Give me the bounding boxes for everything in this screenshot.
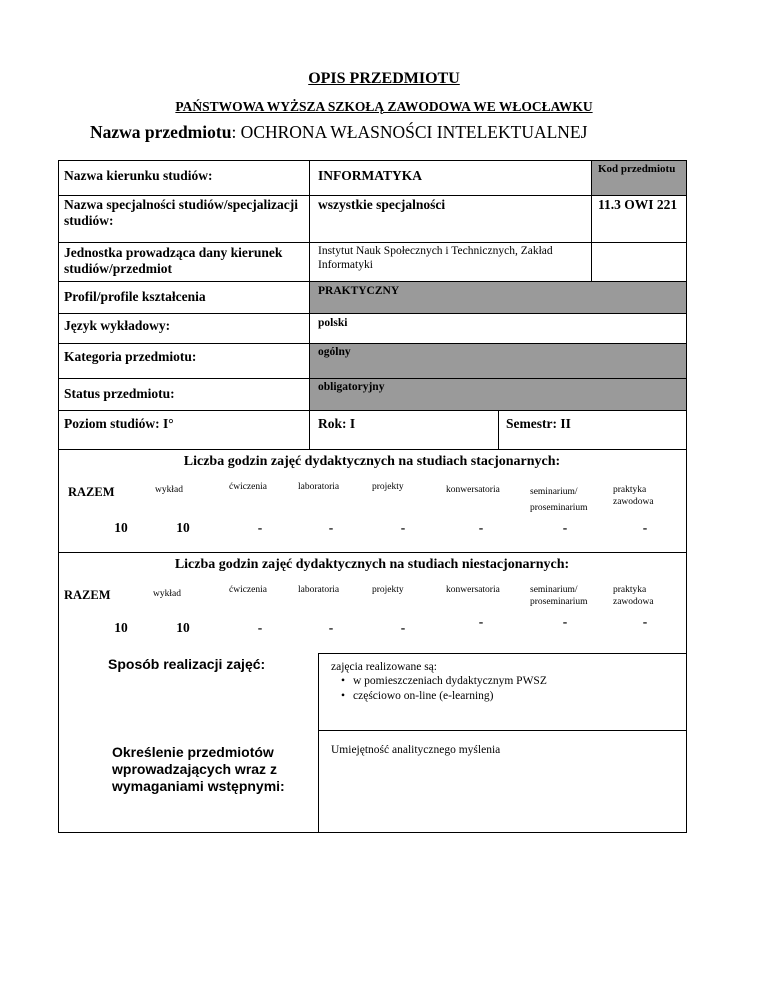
stac-col-razem: RAZEM bbox=[68, 485, 115, 499]
jednostka-value: Instytut Nauk Społecznych i Technicznych, Zakład Informatyki bbox=[318, 245, 553, 271]
niestac-col-konwersatoria: konwersatoria bbox=[446, 585, 500, 595]
stac-val-razem: 10 bbox=[114, 520, 128, 535]
stac-col-laboratoria: laboratoria bbox=[298, 482, 340, 492]
niestac-val-projekty: - bbox=[400, 620, 406, 635]
kod-value: 11.3 OWI 221 bbox=[598, 197, 678, 212]
stac-col-praktyka: praktyka zawodowa bbox=[613, 485, 654, 507]
rok-label: Rok: I bbox=[318, 416, 356, 431]
jednostka-label: Jednostka prowadząca dany kierunek studiów/przedmiot bbox=[64, 245, 283, 276]
specjalnosc-value: wszystkie specjalności bbox=[318, 197, 446, 212]
wymagania-value: Umiejętność analitycznego myślenia bbox=[331, 744, 501, 756]
stac-val-konwersatoria: - bbox=[478, 520, 484, 535]
kierunek-label: Nazwa kierunku studiów: bbox=[64, 168, 213, 183]
stac-col-projekty: projekty bbox=[372, 482, 404, 492]
stac-col-cwiczenia: ćwiczenia bbox=[229, 482, 267, 492]
realizacja-list bbox=[331, 674, 547, 704]
jezyk-label: Język wykładowy: bbox=[64, 318, 171, 333]
stac-val-wyklad: 10 bbox=[176, 520, 190, 535]
subject-value: : OCHRONA WŁASNOŚCI INTELEKTUALNEJ bbox=[231, 122, 588, 142]
niestac-val-seminarium: - bbox=[562, 614, 568, 629]
realizacja-item: • w pomieszczeniach dydaktycznym PWSZ bbox=[331, 674, 547, 689]
realizacja-label: Sposób realizacji zajęć: bbox=[108, 656, 266, 672]
specjalnosc-label: Nazwa specjalności studiów/specjalizacji studiów: bbox=[64, 197, 298, 228]
niestac-val-wyklad: 10 bbox=[176, 620, 190, 635]
status-value: obligatoryjny bbox=[318, 381, 385, 393]
niestac-val-razem: 10 bbox=[114, 620, 128, 635]
niestac-col-razem: RAZEM bbox=[64, 588, 111, 602]
niestac-col-laboratoria: laboratoria bbox=[298, 585, 340, 595]
semestr-label: Semestr: II bbox=[506, 416, 571, 431]
stac-val-seminarium: - bbox=[562, 520, 568, 535]
profil-value: PRAKTYCZNY bbox=[318, 285, 400, 297]
realizacja-intro: zajęcia realizowane są: bbox=[331, 661, 437, 673]
stac-header: Liczba godzin zajęć dydaktycznych na studiach stacjonarnych: bbox=[183, 454, 561, 469]
kod-label: Kod przedmiotu bbox=[598, 163, 676, 175]
subject-label: Nazwa przedmiotu bbox=[90, 122, 232, 142]
stac-val-projekty: - bbox=[400, 520, 406, 535]
poziom-label: Poziom studiów: I° bbox=[64, 416, 174, 431]
niestac-val-konwersatoria: - bbox=[478, 614, 484, 629]
status-label: Status przedmiotu: bbox=[64, 386, 175, 401]
kategoria-label: Kategoria przedmiotu: bbox=[64, 349, 197, 364]
stac-col-seminarium: seminarium/ proseminarium bbox=[530, 487, 588, 513]
niestac-col-projekty: projekty bbox=[372, 585, 404, 595]
subject-line bbox=[90, 122, 587, 143]
stac-val-praktyka: - bbox=[642, 520, 648, 535]
niestac-col-seminarium: seminarium/ proseminarium bbox=[530, 585, 588, 607]
jezyk-value: polski bbox=[318, 317, 348, 329]
niestac-col-wyklad: wykład bbox=[153, 589, 181, 599]
document-title: OPIS PRZEDMIOTU bbox=[308, 70, 460, 87]
niestac-col-praktyka: praktyka zawodowa bbox=[613, 585, 654, 607]
niestac-header: Liczba godzin zajęć dydaktycznych na studiach niestacjonarnych: bbox=[174, 557, 570, 572]
profil-label: Profil/profile kształcenia bbox=[64, 289, 206, 304]
wymagania-label: Określenie przedmiotów wprowadzających wraz z wymaganiami wstępnymi: bbox=[112, 744, 285, 794]
niestac-val-praktyka: - bbox=[642, 614, 648, 629]
stac-col-konwersatoria: konwersatoria bbox=[446, 485, 500, 495]
realizacja-item: • częściowo on-line (e-learning) bbox=[331, 689, 547, 704]
niestac-val-cwiczenia: - bbox=[257, 620, 263, 635]
stac-val-laboratoria: - bbox=[328, 520, 334, 535]
school-name: PAŃSTWOWA WYŻSZA SZKOŁĄ ZAWODOWA WE WŁOCŁAWKU bbox=[175, 99, 593, 114]
kategoria-value: ogólny bbox=[318, 346, 351, 358]
stac-col-wyklad: wykład bbox=[155, 485, 183, 495]
stac-val-cwiczenia: - bbox=[257, 520, 263, 535]
niestac-val-laboratoria: - bbox=[328, 620, 334, 635]
niestac-col-cwiczenia: ćwiczenia bbox=[229, 585, 267, 595]
kierunek-value: INFORMATYKA bbox=[318, 168, 422, 183]
